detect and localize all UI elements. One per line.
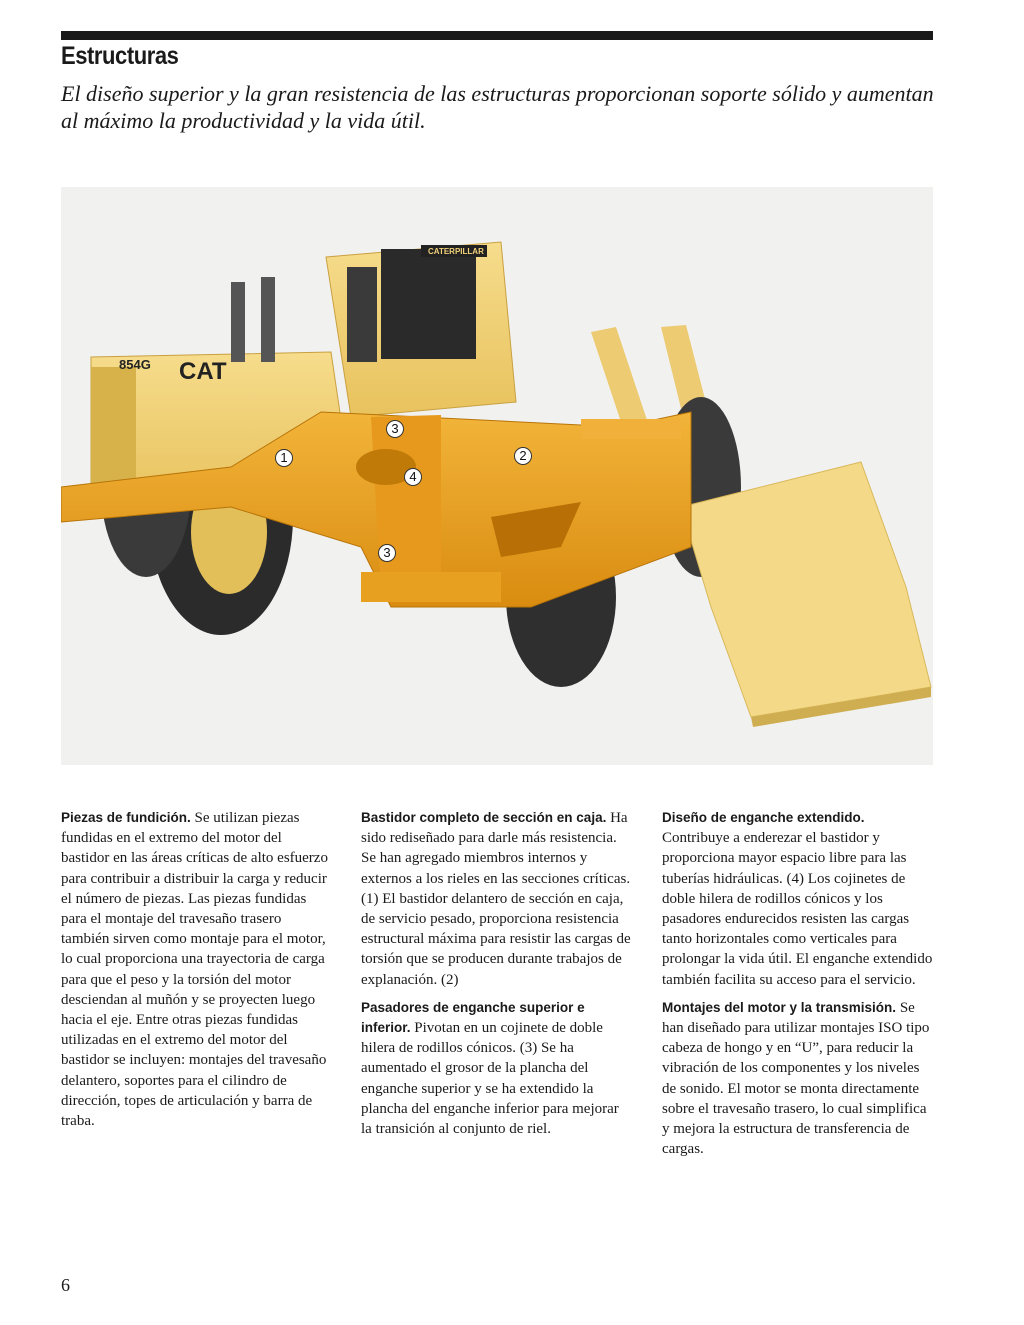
svg-text:CATERPILLAR: CATERPILLAR — [428, 247, 484, 256]
text-column-1 — [61, 808, 333, 1139]
cat-logo: CAT — [179, 358, 227, 385]
exhaust-stack-2 — [261, 277, 275, 362]
paragraph-piezas-fundicion — [61, 808, 333, 1131]
callout-2: 2 — [514, 447, 532, 465]
paragraph-montajes — [662, 998, 934, 1160]
callout-3-lower: 3 — [378, 544, 396, 562]
text-column-3 — [662, 808, 934, 1167]
heading-enganche: Diseño de enganche extendido. — [662, 810, 865, 825]
paragraph-bastidor — [361, 808, 633, 990]
callout-1: 1 — [275, 449, 293, 467]
body-montajes: Se han diseñado para utilizar montajes ISO tipo cabeza de hongo y en “U”, para reducir la vibración de los componentes y los niveles de sonido. El motor se monta directamente sobre el travesaño trasero, lo cual simplifica y mejora la estructura de transferencia de cargas. — [662, 999, 930, 1158]
dozer-blade — [681, 462, 931, 717]
page-number: 6 — [61, 1275, 70, 1295]
callout-4: 4 — [404, 468, 422, 486]
paragraph-pasadores — [361, 998, 633, 1139]
section-title: Estructuras — [61, 42, 179, 70]
body-piezas-fundicion: Se utilizan piezas fundidas en el extremo del motor del bastidor en las áreas críticas de alto esfuerzo para contribuir a distribuir la carga y reducir el número de piezas. Las piezas fundidas para el montaje del travesaño trasero también sirven como montaje para el motor, lo cual proporciona una trayectoria de carga para que el peso y la torsión del motor desciendan al muñón y se proyecten luego hacia el eje. Entre otras piezas fundidas utilizadas en el extremo del motor del bastidor se incluyen: montajes del travesaño delantero, soportes para el cilindro de dirección, topes de articulación y barra de traba. — [61, 810, 328, 1130]
section-subtitle: El diseño superior y la gran resistencia de las estructuras proporcionan soporte sólido y aumentan al máximo la productividad y la vida útil. — [61, 81, 934, 133]
machine-figure — [61, 187, 933, 765]
wheel-dozer-illustration — [61, 187, 933, 765]
engine-grille — [91, 367, 136, 487]
exhaust-stack-1 — [231, 282, 245, 362]
heading-pasadores: Pasadores de enganche superior e inferior. — [361, 999, 585, 1036]
heading-montajes: Montajes del motor y la transmisión. — [662, 999, 897, 1015]
callout-3-upper: 3 — [386, 420, 404, 438]
model-badge-854g: 854G — [119, 357, 151, 372]
operator-cab — [326, 242, 516, 417]
body-enganche: Contribuye a enderezar el bastidor y proporciona mayor espacio libre para las tuberías hidráulicas. (4) Los cojinetes de doble hilera de rodillos cónicos y los pasadores endurecidos resisten las cargas tanto horizontales como verticales para prolongar la vida útil. El enganche extendido también facilita su acceso para el servicio. — [662, 830, 933, 988]
heading-piezas-fundicion: Piezas de fundición. — [61, 810, 191, 825]
body-pasadores: Pivotan en un cojinete de doble hilera de rodillos cónicos. (3) Se ha aumentado el grosor de la plancha del enganche superior y se ha extendido la plancha del enganche inferior para mejorar la transición al conjunto de riel. — [361, 1020, 619, 1138]
text-column-2 — [361, 808, 633, 1147]
body-bastidor: Ha sido rediseñado para darle más resistencia. Se han agregado miembros internos y externos a los rieles en las secciones críticas. (1) El bastidor delantero de sección en caja, de servicio pesado, proporciona resistencia estructural máxima para resistir las cargas de torsión que se producen durante trabajos de explanación. (2) — [361, 810, 631, 988]
heading-bastidor: Bastidor completo de sección en caja. — [361, 810, 607, 825]
top-rule — [61, 31, 933, 40]
paragraph-enganche — [662, 808, 934, 990]
